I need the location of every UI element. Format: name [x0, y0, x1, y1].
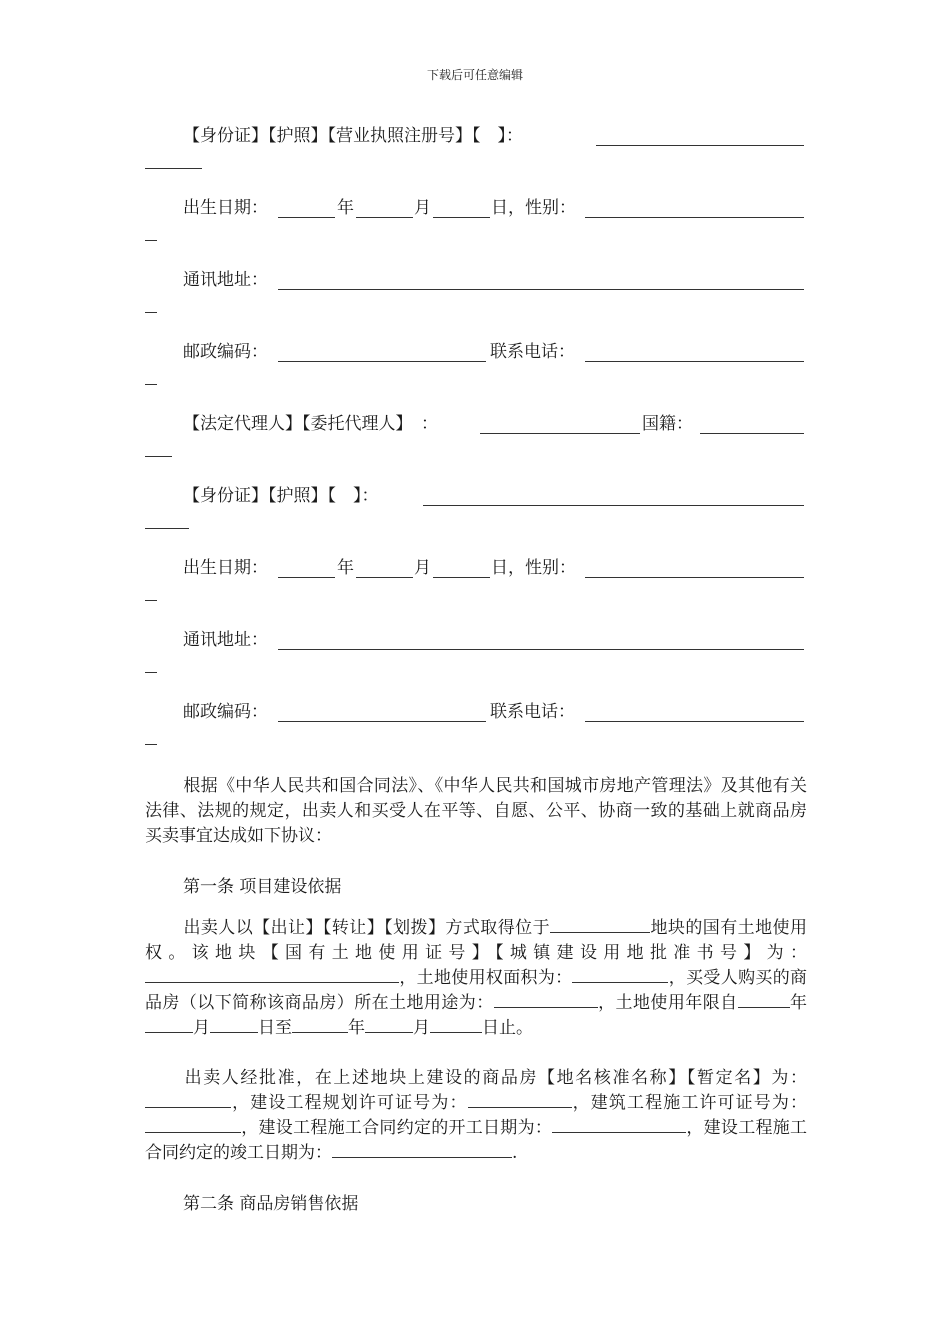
term-start-year-field[interactable] [738, 992, 790, 1008]
construction-permit-text: ，建筑工程施工许可证号为： [571, 1093, 808, 1113]
id-type-label: 【身份证】【护照】【营业执照注册号】【 】： [183, 126, 523, 146]
day-gender-label: 日，性别： [491, 198, 576, 218]
agent-id-number-field[interactable] [423, 505, 804, 506]
year-label: 年 [337, 198, 354, 218]
agent-address-field[interactable] [278, 649, 804, 650]
agent-postcode-label: 邮政编码： [183, 702, 268, 722]
nationality-field[interactable] [700, 433, 804, 434]
gender-field-wrap[interactable] [145, 240, 157, 241]
agent-id-type-label: 【身份证】【护照】【 】： [183, 486, 379, 506]
planning-permit-field[interactable] [468, 1092, 572, 1108]
land-use-text: ，买受人购买的商品房（以下简称该商品房）所在土地用途为： [145, 968, 808, 1013]
land-use-field[interactable] [494, 992, 598, 1008]
land-area-text: ，土地使用权面积为： [399, 968, 573, 988]
term-start-month-field[interactable] [145, 1017, 193, 1033]
article-2-title: 第二条 商品房销售依据 [183, 1194, 359, 1214]
intro-paragraph [145, 774, 807, 849]
birth-day-field[interactable] [433, 217, 490, 218]
agent-birth-month-field[interactable] [356, 577, 413, 578]
article-1-title: 第一条 项目建设依据 [183, 877, 342, 897]
agent-label: 【法定代理人】【委托代理人】 ： [183, 414, 438, 434]
agent-day-gender-label: 日，性别： [491, 558, 576, 578]
land-certificate-number-field[interactable] [145, 967, 399, 983]
term-end-day-field[interactable] [430, 1017, 482, 1033]
term-end-month-label: 月 [413, 1018, 430, 1038]
land-acquisition-text: 出卖人以【出让】【转让】【划拨】方式取得位于 [183, 918, 551, 938]
agent-phone-field[interactable] [585, 721, 804, 722]
land-term-text: ，土地使用年限自 [597, 993, 738, 1013]
agent-month-label: 月 [414, 558, 431, 578]
term-end-month-field[interactable] [365, 1017, 413, 1033]
land-area-field[interactable] [572, 967, 668, 983]
term-start-year-label: 年 [789, 993, 808, 1013]
project-name-text: 出卖人经批准，在上述地块上建设的商品房【地名核准名称】【暂定名】为： [183, 1068, 807, 1088]
nationality-field-wrap[interactable] [145, 456, 172, 457]
start-date-text: ，建设工程施工合同约定的开工日期为： [241, 1118, 553, 1138]
birth-date-label: 出生日期： [183, 198, 268, 218]
land-location-field[interactable] [550, 917, 650, 933]
id-number-field[interactable] [596, 145, 804, 146]
agent-id-number-field-wrap[interactable] [145, 528, 189, 529]
address-field[interactable] [278, 289, 804, 290]
article-1-paragraph-1 [145, 916, 807, 1041]
agent-gender-field[interactable] [585, 577, 804, 578]
completion-date-field[interactable] [332, 1142, 512, 1158]
completion-date-period: . [512, 1143, 518, 1163]
agent-phone-field-wrap[interactable] [145, 744, 157, 745]
start-date-field[interactable] [552, 1117, 686, 1133]
term-end-year-field[interactable] [292, 1017, 348, 1033]
page-header: 下载后可任意编辑 [426, 68, 523, 82]
agent-phone-label: 联系电话： [490, 702, 575, 722]
term-start-month-label: 月 [193, 1018, 210, 1038]
month-label: 月 [414, 198, 431, 218]
agent-birth-year-field[interactable] [278, 577, 335, 578]
phone-field[interactable] [585, 361, 804, 362]
term-start-day-field[interactable] [210, 1017, 258, 1033]
gender-field[interactable] [585, 217, 804, 218]
agent-birth-date-label: 出生日期： [183, 558, 268, 578]
agent-address-label: 通讯地址： [183, 630, 268, 650]
agent-name-field[interactable] [480, 433, 640, 434]
address-field-wrap[interactable] [145, 312, 157, 313]
term-end-day-label: 日止。 [482, 1018, 533, 1038]
article-1-paragraph-2 [145, 1066, 807, 1166]
nationality-label: 国籍： [642, 414, 693, 434]
phone-field-wrap[interactable] [145, 384, 157, 385]
agent-birth-day-field[interactable] [433, 577, 490, 578]
agent-gender-field-wrap[interactable] [145, 600, 157, 601]
birth-year-field[interactable] [278, 217, 335, 218]
construction-permit-field[interactable] [145, 1117, 241, 1133]
completion-date-text: ，建设工程施工合同约定的竣工日期为： [145, 1118, 808, 1163]
agent-address-field-wrap[interactable] [145, 672, 157, 673]
agent-postcode-field[interactable] [278, 721, 486, 722]
id-number-field-wrap[interactable] [145, 168, 202, 169]
intro-text: 根据《中华人民共和国合同法》、《中华人民共和国城市房地产管理法》及其他有关法律、法规的规定，出卖人和买受人在平等、自愿、公平、协商一致的基础上就商品房买卖事宜达成如下协议： [145, 776, 807, 846]
address-label: 通讯地址： [183, 270, 268, 290]
term-start-day-label: 日至 [258, 1018, 292, 1038]
project-name-field[interactable] [145, 1092, 231, 1108]
land-certificate-text: 地块的国有土地使用权。该地块【国有土地使用证号】【城镇建设用地批准书号】为： [145, 918, 807, 963]
postcode-field[interactable] [278, 361, 486, 362]
planning-permit-text: ，建设工程规划许可证号为： [231, 1093, 468, 1113]
term-end-year-label: 年 [348, 1018, 365, 1038]
agent-year-label: 年 [337, 558, 354, 578]
birth-month-field[interactable] [356, 217, 413, 218]
postcode-label: 邮政编码： [183, 342, 268, 362]
phone-label: 联系电话： [490, 342, 575, 362]
